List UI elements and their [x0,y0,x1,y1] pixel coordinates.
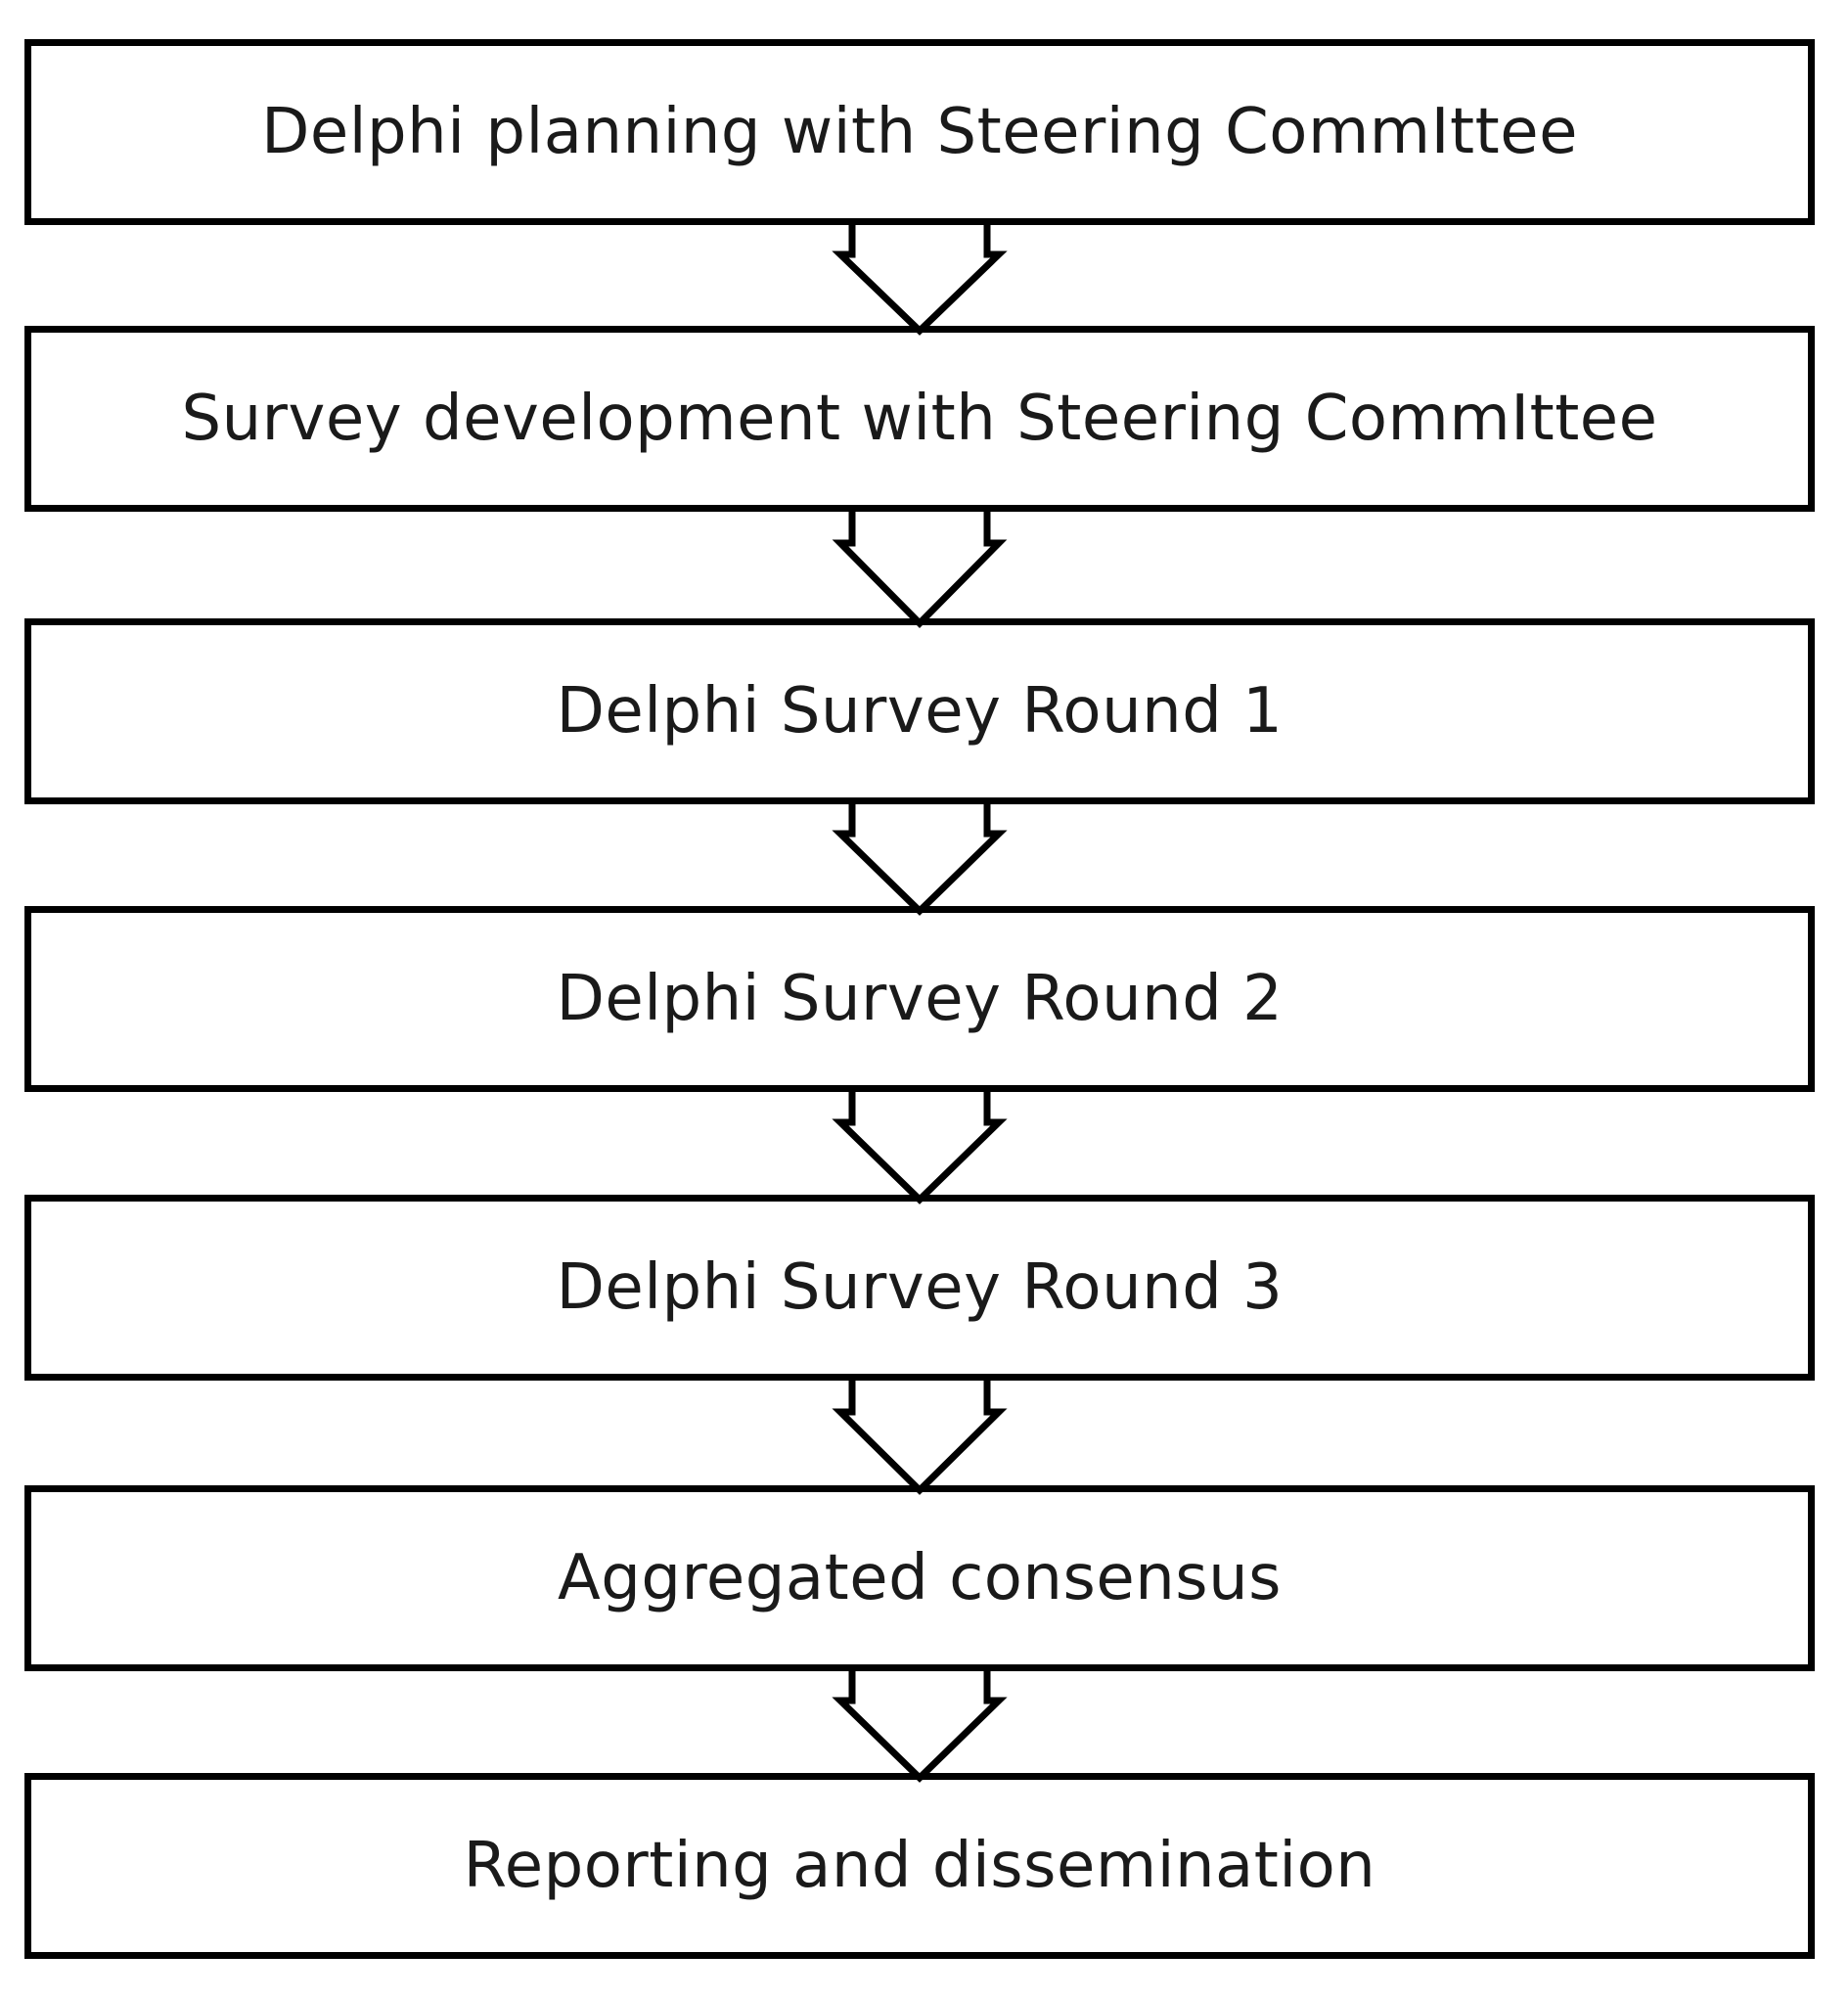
flow-step-label: Delphi planning with Steering CommIttee [261,96,1578,168]
down-arrow-icon [840,1092,999,1200]
down-arrow-icon [840,225,999,331]
flow-step-planning [24,39,1815,225]
flow-step-survey-development [24,326,1815,512]
down-arrow-icon [840,1381,999,1490]
flow-step-aggregated-consensus [24,1485,1815,1671]
flow-step-label: Survey development with Steering CommIttee [181,383,1658,455]
down-arrow-icon [840,512,999,623]
flow-step-reporting [24,1773,1815,1959]
flow-step-round-2 [24,906,1815,1092]
down-arrow-icon [840,804,999,911]
down-arrow-icon [840,1671,999,1778]
flow-step-round-3 [24,1195,1815,1381]
flow-step-label: Delphi Survey Round 3 [556,1251,1284,1324]
flow-step-label: Delphi Survey Round 2 [556,963,1284,1035]
flow-step-label: Aggregated consensus [557,1542,1283,1614]
flow-step-label: Delphi Survey Round 1 [556,675,1284,748]
flow-step-round-1 [24,618,1815,804]
flow-step-label: Reporting and dissemination [463,1830,1376,1902]
